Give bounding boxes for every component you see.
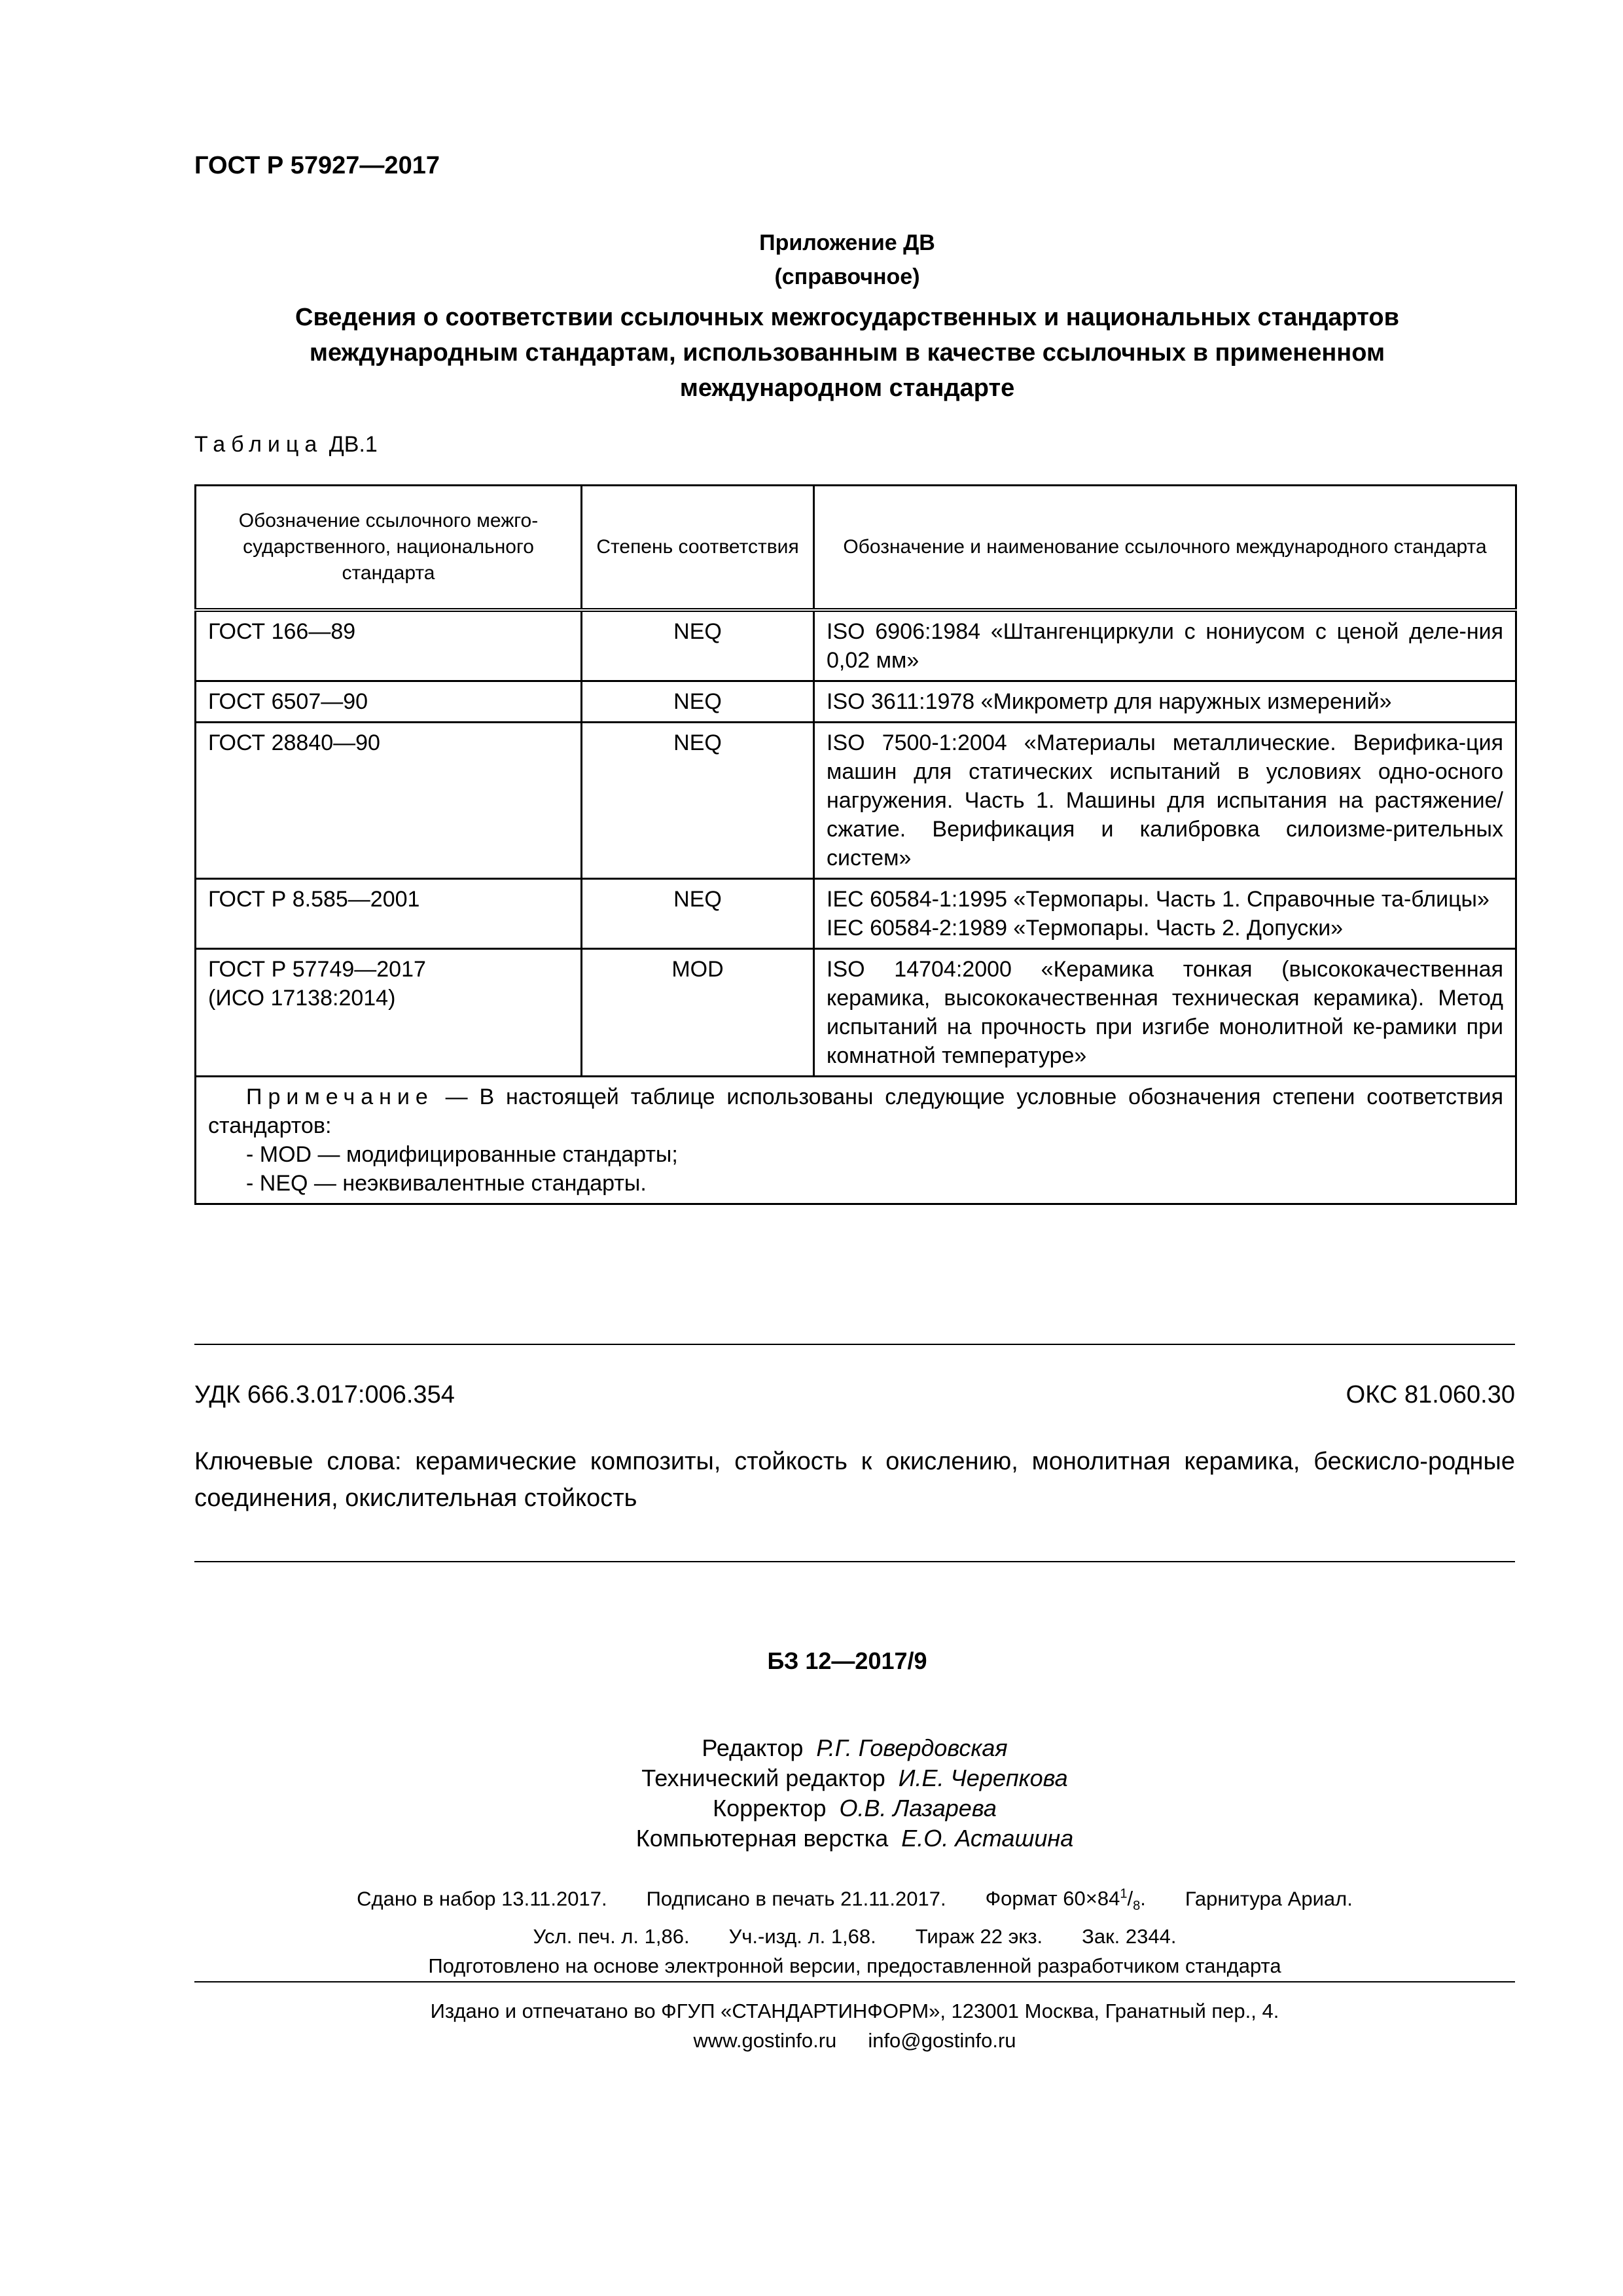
publisher-info (194, 1996, 1515, 2055)
cell-designation (196, 949, 582, 1077)
note-label: Примечание (246, 1085, 434, 1109)
cell-international: ISO 7500-1:2004 «Материалы металлические. Верифика-ция машин для статических испытаний в условиях одно-осного нагружения. Часть 1. Машины для испытания на растяжение/сжатие. Верификация и калибровка силоизме-рительных систем» (814, 723, 1516, 879)
international-standard: IEC 60584-1:1995 «Термопары. Часть 1. Справочные та-блицы» (827, 887, 1489, 912)
cell-designation: ГОСТ Р 8.585—2001 (196, 879, 582, 949)
note-text: — В настоящей таблице использованы следующие условные обозначения степени соответствия стандартов: (208, 1085, 1503, 1138)
divider-top (194, 1344, 1515, 1345)
order-number: Зак. 2344. (1082, 1924, 1177, 1948)
note-item: - MOD — модифицированные стандарты; (246, 1142, 678, 1167)
cell-designation: ГОСТ 166—89 (196, 610, 582, 681)
prepared-note: Подготовлено на основе электронной версии, предоставленной разработчиком стандарта (428, 1954, 1281, 1977)
email-link[interactable]: info@gostinfo.ru (868, 2029, 1016, 2052)
cell-degree: NEQ (582, 879, 814, 949)
table-row (196, 949, 1516, 1077)
annex-label: Приложение ДВ (759, 230, 935, 255)
credit-name: О.В. Лазарева (839, 1795, 997, 1821)
note-item: - NEQ — неэквивалентные стандарты. (246, 1171, 647, 1196)
annex-title-line: международном стандарте (679, 374, 1015, 402)
table-row (196, 723, 1516, 879)
table-row (196, 879, 1516, 949)
website-link[interactable]: www.gostinfo.ru (693, 2029, 837, 2052)
credit-layout (194, 1823, 1515, 1854)
international-standard: IEC 60584-2:1989 «Термопары. Часть 2. Допуски» (827, 916, 1344, 941)
table-caption-word: Таблица (194, 432, 323, 457)
credit-role: Технический редактор (641, 1765, 885, 1791)
table-row (196, 610, 1516, 681)
column-header-designation: Обозначение ссылочного межго-сударственного, национального стандарта (196, 486, 582, 611)
print-details-line-1 (194, 1880, 1515, 1922)
credit-role: Корректор (713, 1795, 827, 1821)
annex-title-line: международным стандартам, использованным в качестве ссылочных в примененном (309, 339, 1385, 367)
divider-bottom (194, 1981, 1515, 1982)
cell-degree: NEQ (582, 723, 814, 879)
annex-title-line: Сведения о соответствии ссылочных межгосударственных и национальных стандартов (295, 304, 1399, 331)
national-standard: ГОСТ Р 57749—2017 (208, 957, 426, 982)
cell-international: ISO 3611:1978 «Микрометр для наружных измерений» (814, 681, 1516, 723)
credit-editor (194, 1733, 1515, 1763)
credit-name: И.Е. Черепкова (898, 1765, 1068, 1791)
divider-middle (194, 1561, 1515, 1562)
credit-role: Редактор (702, 1734, 804, 1761)
bz-number: БЗ 12—2017/9 (767, 1647, 927, 1674)
udk-code: УДК 666.3.017:006.354 (194, 1381, 455, 1408)
document-id: ГОСТ Р 57927—2017 (194, 152, 440, 179)
credit-role: Компьютерная верстка (635, 1825, 889, 1852)
table-note (196, 1077, 1516, 1204)
reference-standards-table (194, 484, 1517, 1205)
print-sheets: Усл. печ. л. 1,86. (533, 1924, 690, 1948)
table-caption (194, 432, 378, 457)
credit-name: Е.О. Асташина (901, 1825, 1074, 1852)
signed-date: Подписано в печать 21.11.2017. (646, 1887, 946, 1910)
oks-code: ОКС 81.060.30 (1346, 1381, 1515, 1408)
annex-title (194, 300, 1500, 406)
table-row (196, 681, 1516, 723)
credit-proofreader (194, 1793, 1515, 1823)
equivalent-iso-standard: (ИСО 17138:2014) (208, 986, 396, 1011)
annex-heading (194, 226, 1500, 294)
print-run: Тираж 22 экз. (915, 1924, 1043, 1948)
table-caption-number: ДВ.1 (329, 432, 378, 457)
credit-name: Р.Г. Говердовская (816, 1734, 1008, 1761)
publisher-sheets: Уч.-изд. л. 1,68. (728, 1924, 876, 1948)
cell-international: ISO 6906:1984 «Штангенциркули с нониусом с ценой деле-ния 0,02 мм» (814, 610, 1516, 681)
keywords: Ключевые слова: керамические композиты, стойкость к окислению, монолитная керамика, бескисло-родные соединения, окислительная стойкость (194, 1448, 1515, 1512)
column-header-international: Обозначение и наименование ссылочного международного стандарта (814, 486, 1516, 611)
cell-degree: MOD (582, 949, 814, 1077)
paper-format: Формат $60\times 84^1/_8$. (985, 1887, 1146, 1914)
publisher-address: Издано и отпечатано во ФГУП «СТАНДАРТИНФОРМ», 123001 Москва, Гранатный пер., 4. (430, 2000, 1279, 2022)
cell-international (814, 879, 1516, 949)
cell-degree: NEQ (582, 681, 814, 723)
cell-designation: ГОСТ 28840—90 (196, 723, 582, 879)
credits (194, 1733, 1515, 1854)
annex-type: (справочное) (774, 264, 920, 289)
typeface: Гарнитура Ариал. (1185, 1887, 1353, 1910)
print-details (194, 1880, 1515, 1981)
column-header-degree: Степень соответствия (582, 486, 814, 611)
cell-degree: NEQ (582, 610, 814, 681)
cell-international: ISO 14704:2000 «Керамика тонкая (высококачественная керамика, высококачественная техническая керамика). Метод испытаний на прочность при изгибе монолитной ке-рамики при комнатной температуре» (814, 949, 1516, 1077)
sent-date: Сдано в набор 13.11.2017. (357, 1887, 607, 1910)
table-header-row (196, 486, 1516, 611)
publisher-contacts (194, 2026, 1515, 2055)
cell-designation: ГОСТ 6507—90 (196, 681, 582, 723)
credit-tech-editor (194, 1763, 1515, 1793)
table-note-row (196, 1077, 1516, 1204)
print-details-line-2 (194, 1922, 1515, 1951)
